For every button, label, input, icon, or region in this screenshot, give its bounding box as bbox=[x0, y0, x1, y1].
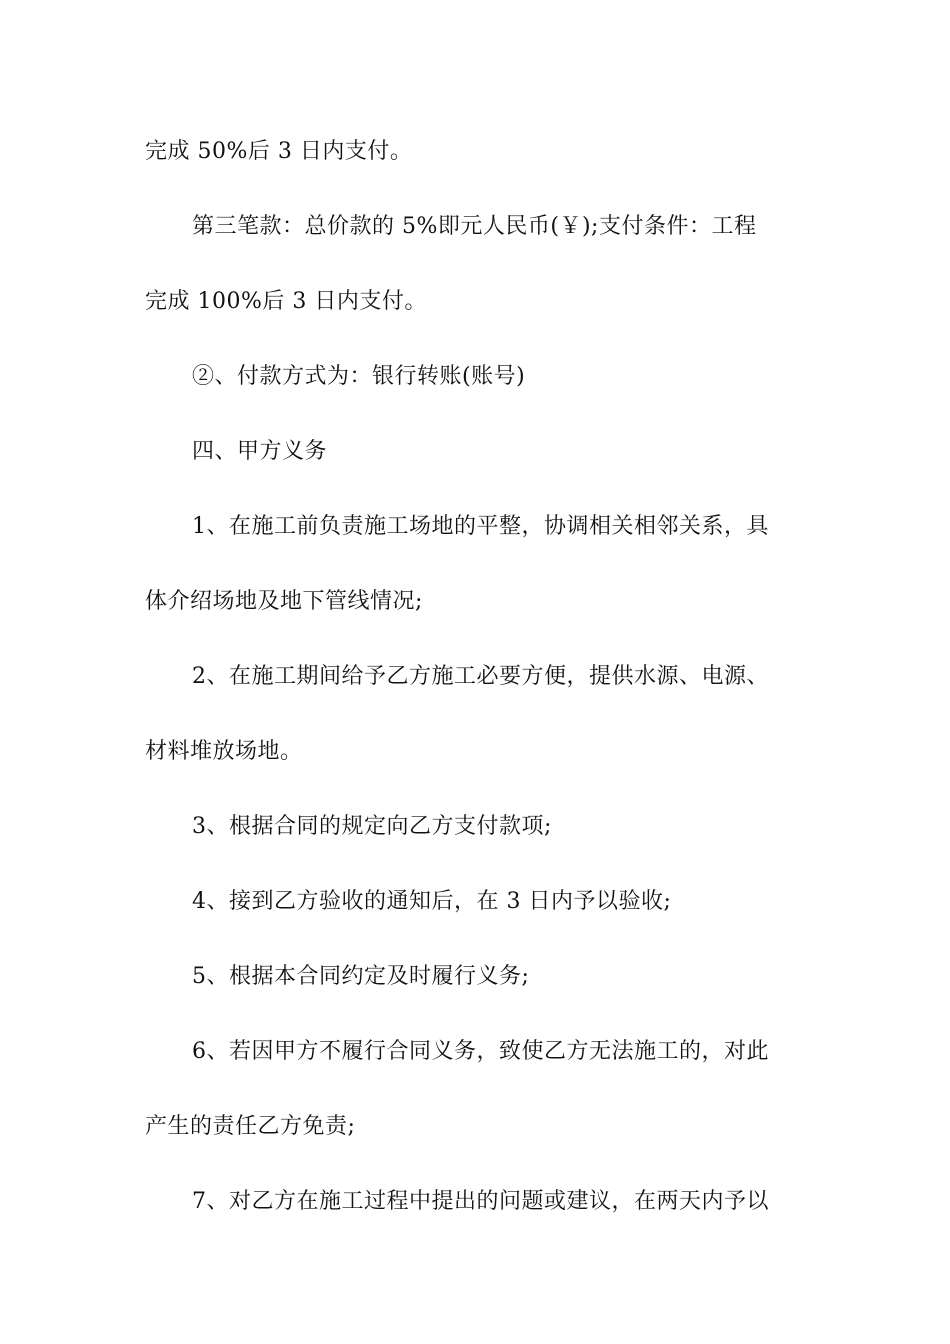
section-heading-party-a-duties: 四、甲方义务 bbox=[192, 439, 328, 464]
text-line-15: 7、对乙方在施工过程中提出的问题或建议，在两天内予以 bbox=[192, 1189, 769, 1214]
text-line-10: 3、根据合同的规定向乙方支付款项; bbox=[192, 814, 552, 839]
text-line-4: ②、付款方式为：银行转账(账号) bbox=[192, 364, 526, 389]
text-line-12: 5、根据本合同约定及时履行义务; bbox=[192, 964, 530, 989]
text-line-13: 6、若因甲方不履行合同义务，致使乙方无法施工的，对此 bbox=[192, 1039, 769, 1064]
text-line-6: 1、在施工前负责施工场地的平整，协调相关相邻关系，具 bbox=[192, 514, 769, 539]
text-line-1: 完成 50%后 3 日内支付。 bbox=[145, 139, 413, 164]
text-line-8: 2、在施工期间给予乙方施工必要方便，提供水源、电源、 bbox=[192, 664, 769, 689]
text-line-9: 材料堆放场地。 bbox=[145, 739, 303, 764]
text-line-7: 体介绍场地及地下管线情况; bbox=[145, 589, 423, 614]
text-line-11: 4、接到乙方验收的通知后，在 3 日内予以验收; bbox=[192, 889, 672, 914]
text-line-2: 第三笔款：总价款的 5%即元人民币(￥);支付条件：工程 bbox=[192, 214, 757, 239]
text-line-14: 产生的责任乙方免责; bbox=[145, 1114, 356, 1139]
text-line-3: 完成 100%后 3 日内支付。 bbox=[145, 289, 427, 314]
